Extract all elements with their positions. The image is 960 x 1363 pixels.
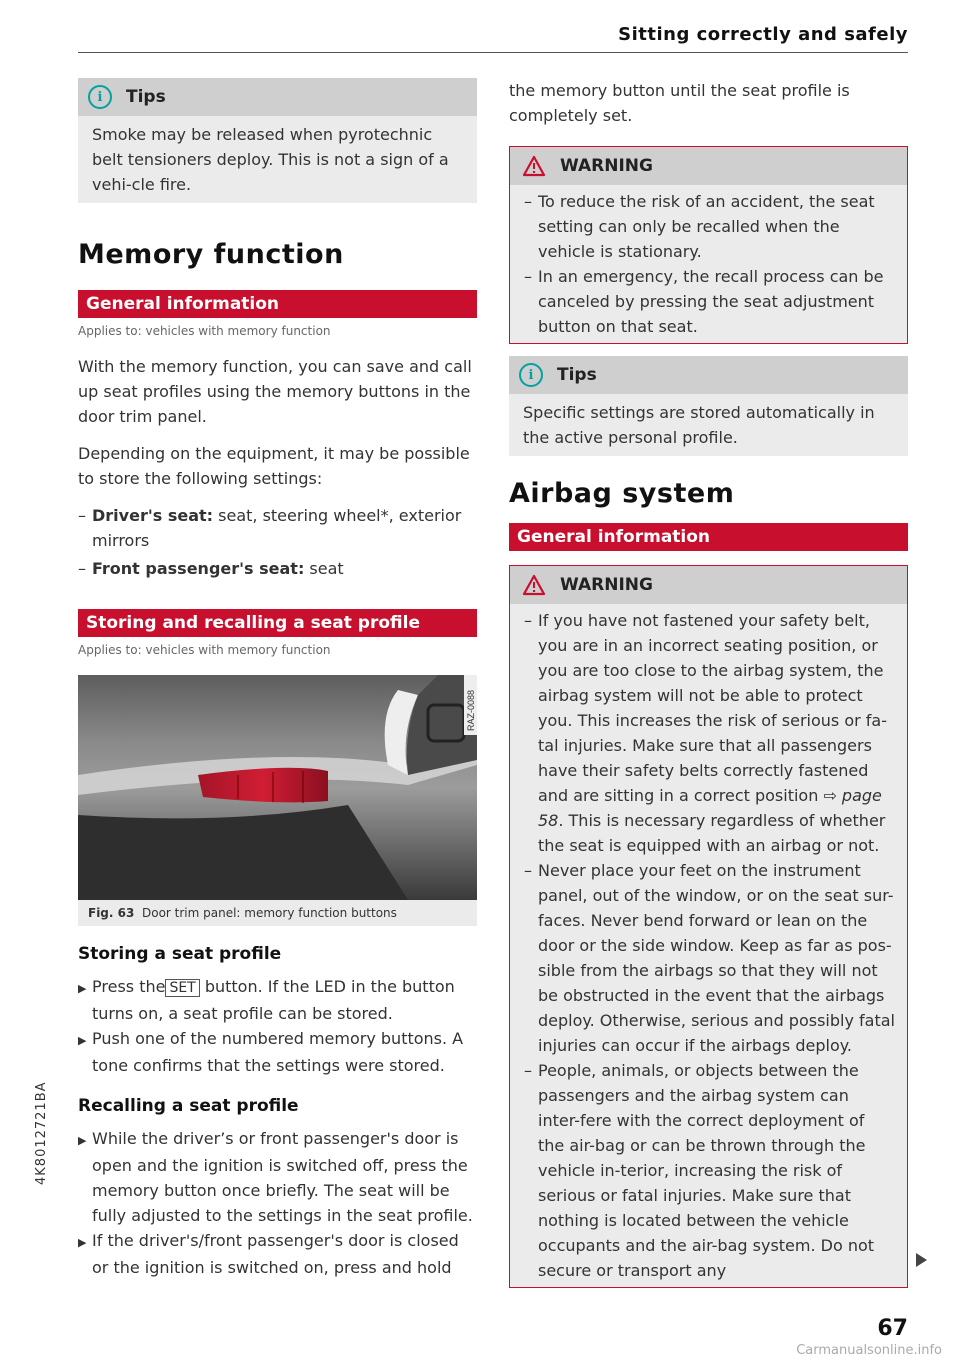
paragraph: With the memory function, you can save and call up seat profiles using the memory buttons in the door trim panel. bbox=[78, 357, 472, 426]
warning-title: WARNING bbox=[560, 156, 653, 176]
list-item-text: If you have not fastened your safety belt, you are in an incorrect seating position, or you are too close to the airbag system, the airbag system will not be able to protect you. This increases the risk of serious or fa-tal injuries. Make sure that all passengers have their safety belts correctly fastened and are sitting in a correct position bbox=[538, 611, 887, 805]
list-item-label: Driver's seat: bbox=[92, 506, 214, 525]
step-text: If the driver's/front passenger's door is closed or the ignition is switched on, press and hold bbox=[92, 1231, 459, 1277]
door-panel-illustration bbox=[78, 675, 477, 900]
applies-note: Applies to: vehicles with memory function bbox=[78, 324, 331, 338]
warning-body bbox=[510, 604, 907, 1287]
list-item-label: Front passenger's seat: bbox=[92, 559, 305, 578]
step-text: While the driver’s or front passenger's door is open and the ignition is switched off, press the memory button once briefly. The seat will be fully adjusted to the settings in the seat profile. bbox=[92, 1129, 473, 1225]
step-item: ▶ If the driver's/front passenger's door is closed or the ignition is switched on, press and hold bbox=[78, 1231, 459, 1277]
tips-box bbox=[509, 356, 908, 456]
warning-icon bbox=[522, 574, 546, 596]
chapter-heading: Memory function bbox=[78, 239, 344, 270]
section-bar: General information bbox=[509, 523, 908, 551]
paragraph: Depending on the equipment, it may be possible to store the following settings: bbox=[78, 444, 470, 488]
list-item-text: seat bbox=[304, 559, 344, 578]
list-item: – Front passenger's seat: seat bbox=[78, 559, 344, 578]
step-text: button. If the LED in the button turns on, a seat profile can be stored. bbox=[92, 977, 455, 1023]
info-icon: i bbox=[88, 85, 112, 109]
subheading: Storing a seat profile bbox=[78, 944, 282, 964]
warning-box bbox=[509, 146, 908, 344]
running-header: Sitting correctly and safely bbox=[618, 24, 908, 45]
figure-label: Fig. 63 bbox=[88, 906, 135, 920]
list-item-text: . This is necessary regardless of whether the seat is equipped with an airbag or not. bbox=[538, 811, 886, 855]
tips-header bbox=[509, 356, 908, 394]
warning-header bbox=[510, 147, 907, 185]
right-column bbox=[509, 78, 908, 1300]
page-number: 67 bbox=[877, 1316, 908, 1341]
section-bar: Storing and recalling a seat profile bbox=[78, 609, 477, 637]
warning-body bbox=[510, 185, 907, 343]
tips-box bbox=[78, 78, 477, 203]
warning-box bbox=[509, 565, 908, 1288]
list-item-text: seat, steering wheel*, exterior mirrors bbox=[92, 506, 462, 550]
warning-header bbox=[510, 566, 907, 604]
list-item: – Never place your feet on the instrument panel, out of the window, or on the seat sur-faces. Never bend forward or lean on the door or the side window. Keep as far as pos-sible from the airbags so that they will not be obstructed in the event that the airbags deploy. Otherwise, serious and possibly fatal injuries can occur if the airbags deploy. bbox=[524, 861, 895, 1055]
header-rule bbox=[78, 52, 908, 53]
section-bar: General information bbox=[78, 290, 477, 318]
chapter-heading: Airbag system bbox=[509, 478, 735, 509]
figure-caption bbox=[78, 900, 477, 926]
watermark: Carmanualsonline.info bbox=[796, 1343, 942, 1358]
tips-title: Tips bbox=[557, 365, 597, 385]
document-code: 4K8012721BA bbox=[34, 1081, 49, 1185]
step-item: ▶ Push one of the numbered memory buttons. A tone confirms that the settings were stored. bbox=[78, 1029, 464, 1075]
figure-caption-text: Door trim panel: memory function buttons bbox=[141, 906, 397, 920]
list-item-text: To reduce the risk of an accident, the seat setting can only be recalled when the vehicle is stationary. bbox=[538, 192, 875, 261]
warning-icon bbox=[522, 155, 546, 177]
applies-note: Applies to: vehicles with memory function bbox=[78, 643, 331, 657]
step-item: ▶ While the driver’s or front passenger's door is open and the ignition is switched off, press the memory button once briefly. The seat will be fully adjusted to the settings in the seat profile. bbox=[78, 1129, 473, 1225]
list-item: – Driver's seat: seat, steering wheel*, exterior mirrors bbox=[78, 506, 462, 550]
figure-code: RAZ-0088 bbox=[466, 689, 476, 731]
paragraph: the memory button until the seat profile is completely set. bbox=[509, 81, 850, 125]
subheading: Recalling a seat profile bbox=[78, 1096, 299, 1116]
step-text: Press the bbox=[92, 977, 166, 996]
warning-title: WARNING bbox=[560, 575, 653, 595]
list-item: – People, animals, or objects between the passengers and the airbag system can inter-fere with the correct deployment of the air-bag or can be thrown through the vehicle in-terior, increasing the risk of serious or fatal injuries. Make sure that nothing is located between the vehicle occupants and the air-bag system. Do not secure or transport any bbox=[524, 1061, 875, 1280]
step-item: ▶ Press the SET button. If the LED in the button turns on, a seat profile can be stored. bbox=[78, 977, 455, 1023]
list-item: – In an emergency, the recall process can be canceled by pressing the seat adjustment button on that seat. bbox=[524, 267, 884, 336]
left-column bbox=[78, 78, 477, 1280]
set-key-label: SET bbox=[165, 979, 199, 997]
list-item-text: People, animals, or objects between the passengers and the airbag system can inter-fere with the correct deployment of the air-bag or can be thrown through the vehicle in-terior, increasing the risk of serious or fatal injuries. Make sure that nothing is located between the vehicle occupants and the air-bag system. Do not secure or transport any bbox=[538, 1061, 875, 1280]
list-item: – If you have not fastened your safety belt, you are in an incorrect seating position, or you are too close to the airbag system, the airbag system will not be able to protect you. This increases the risk of serious or fa-tal injuries. Make sure that all passengers have their safety belts correctly fastened and are sitting in a correct position ⇨ page 58. This is necessary regardless of whether the seat is equipped with an airbag or not. bbox=[524, 611, 887, 855]
list-item-text: Never place your feet on the instrument panel, out of the window, or on the seat sur-faces. Never bend forward or lean on the door or the side window. Keep as far as pos-sible from the airbags so that they will not be obstructed in the event that the airbags deploy. Otherwise, serious and possibly fatal injuries can occur if the airbags deploy. bbox=[538, 861, 895, 1055]
tips-title: Tips bbox=[126, 87, 166, 107]
list-item-text: In an emergency, the recall process can be canceled by pressing the seat adjustment button on that seat. bbox=[538, 267, 884, 336]
tips-text: Smoke may be released when pyrotechnic belt tensioners deploy. This is not a sign of a vehi-cle fire. bbox=[92, 125, 449, 194]
tips-text: Specific settings are stored automatically in the active personal profile. bbox=[523, 403, 875, 447]
list-item: – To reduce the risk of an accident, the seat setting can only be recalled when the vehicle is stationary. bbox=[524, 192, 875, 261]
info-icon: i bbox=[519, 363, 543, 387]
figure-door-panel bbox=[78, 675, 477, 900]
page-reference-link[interactable]: ⇨ page 58 bbox=[538, 786, 882, 830]
tips-header bbox=[78, 78, 477, 116]
continue-arrow-icon bbox=[916, 1253, 927, 1267]
step-text: Push one of the numbered memory buttons. A tone confirms that the settings were stored. bbox=[92, 1029, 464, 1075]
